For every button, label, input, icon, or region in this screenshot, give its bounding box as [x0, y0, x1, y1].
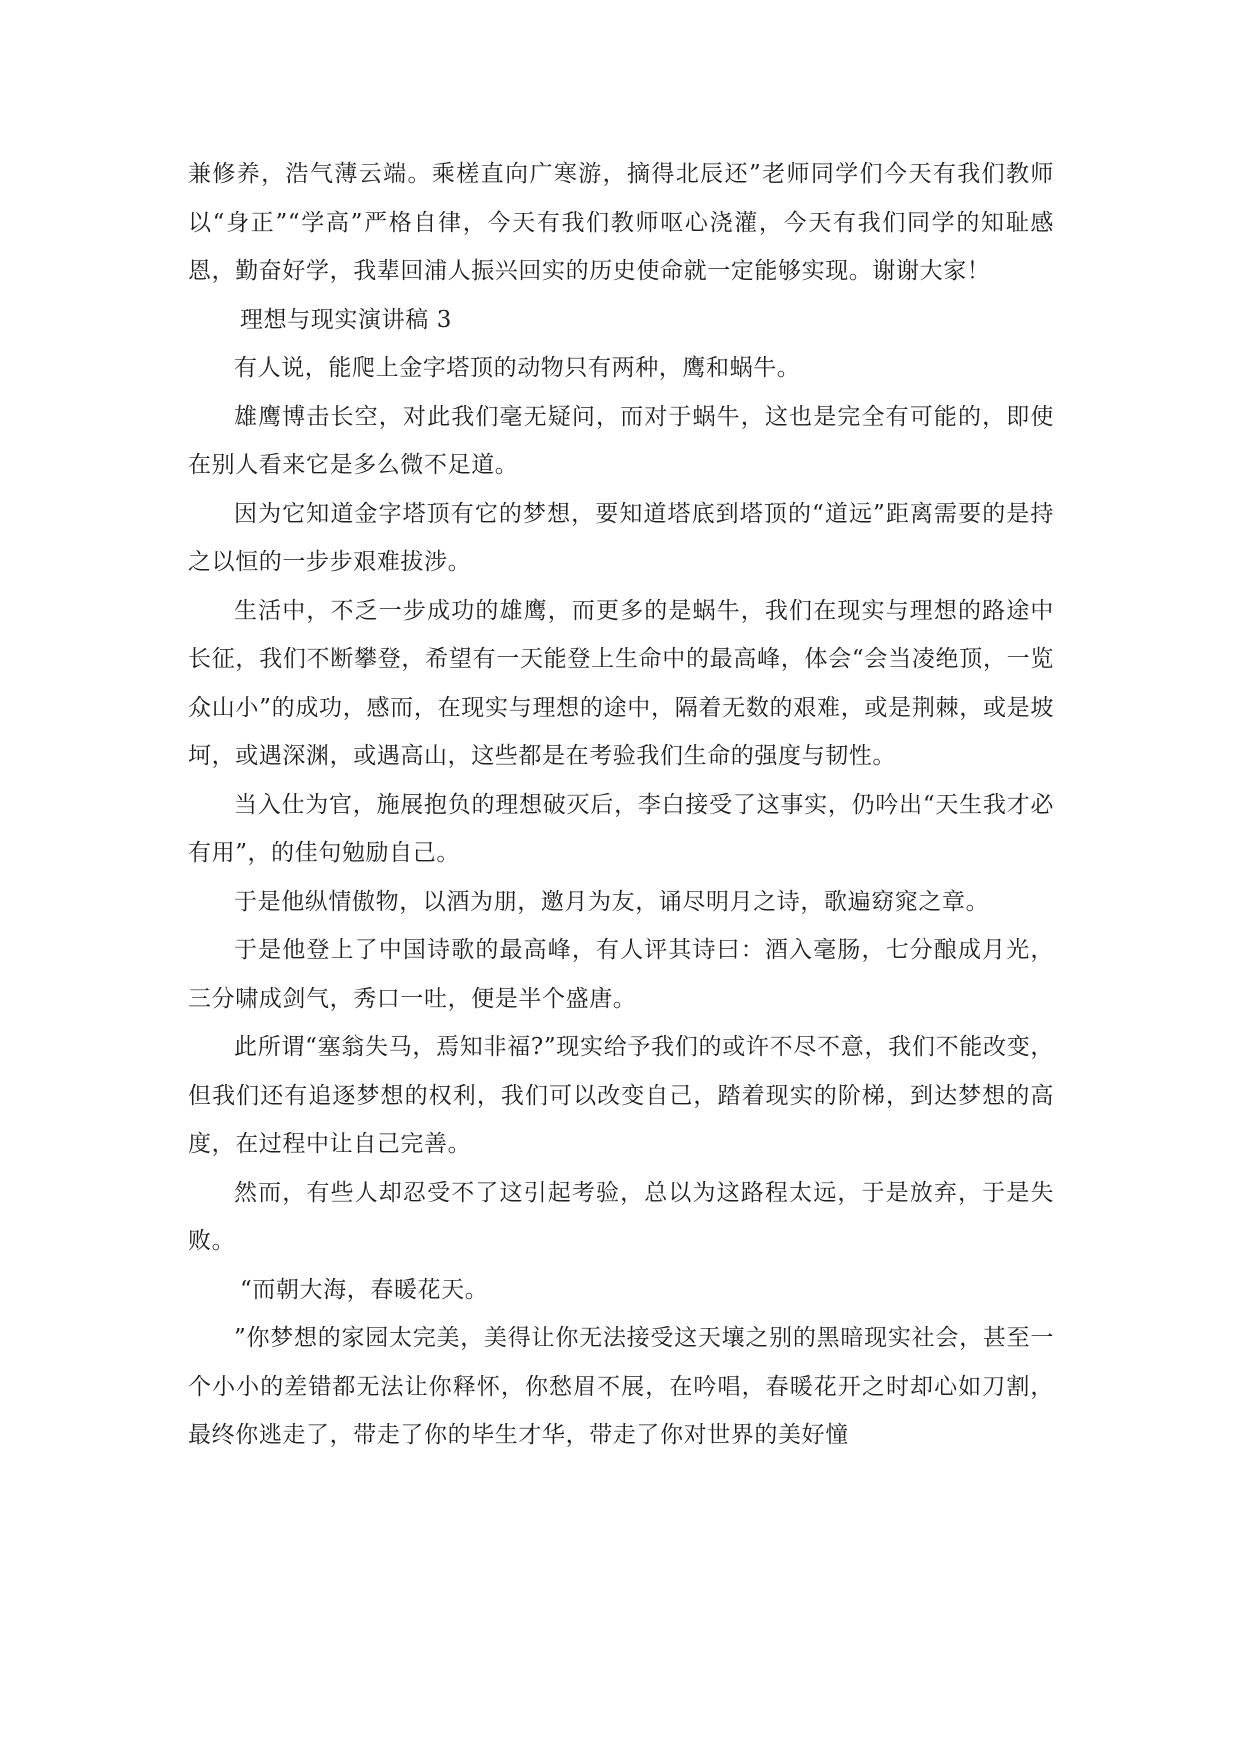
paragraph-9: 此所谓“塞翁失马，焉知非福?”现实给予我们的或许不尽不意，我们不能改变，但我们还有追逐梦想的权利，我们可以改变自己，踏着现实的阶梯，到达梦想的高度，在过程中让自己完善。	[188, 1034, 1054, 1157]
paragraph-6: 当入仕为官，施展抱负的理想破灭后，李白接受了这事实，仍吟出“天生我才必有用”，的佳句勉励自己。	[188, 791, 1054, 866]
document-page	[188, 150, 1054, 1460]
paragraph-10: 然而，有些人却忍受不了这引起考验，总以为这路程太远，于是放弃，于是失败。	[188, 1179, 1054, 1254]
section-title: 理想与现实演讲稿 3	[240, 306, 452, 333]
paragraph-5: 生活中，不乏一步成功的雄鹰，而更多的是蜗牛，我们在现实与理想的路途中长征，我们不断攀登，希望有一天能登上生命中的最高峰，体会“会当凌绝顶，一览众山小”的成功，感而，在现实与理想的途中，隔着无数的艰难，或是荆棘，或是坡坷，或遇深渊，或遇高山，这些都是在考验我们生命的强度与韧性。	[188, 597, 1054, 769]
paragraph-2: 有人说，能爬上金字塔顶的动物只有两种，鹰和蜗牛。	[234, 355, 801, 381]
paragraph-4: 因为它知道金字塔顶有它的梦想，要知道塔底到塔顶的“道远”距离需要的是持之以恒的一步步艰难拔涉。	[188, 500, 1054, 575]
paragraph-11: “而朝大海，春暖花天。	[240, 1276, 489, 1303]
paragraph-7: 于是他纵情傲物，以酒为朋，邀月为友，诵尽明月之诗，歌遍窈窕之章。	[234, 888, 990, 915]
paragraph-8: 于是他登上了中国诗歌的最高峰，有人评其诗曰：酒入毫肠，七分酿成月光，三分啸成剑气，秀口一吐，便是半个盛唐。	[188, 937, 1054, 1012]
paragraph-1: 兼修养，浩气薄云端。乘槎直向广寒游，摘得北辰还”老师同学们今天有我们教师以“身正”“学高”严格自律，今天有我们教师呕心浇灌，今天有我们同学的知耻感恩，勤奋好学，我辈回浦人振兴回实的历史使命就一定能够实现。谢谢大家！	[188, 161, 1054, 284]
paragraph-3: 雄鹰博击长空，对此我们毫无疑问，而对于蜗牛，这也是完全有可能的，即使在别人看来它是多么微不足道。	[188, 403, 1054, 478]
paragraph-12: ”你梦想的家园太完美，美得让你无法接受这天壤之别的黑暗现实社会，甚至一个小小的差错都无法让你释怀，你愁眉不展，在吟唱，春暖花开之时却心如刀割，最终你逃走了，带走了你的毕生才华，带走了你对世界的美好憧	[188, 1325, 1054, 1448]
